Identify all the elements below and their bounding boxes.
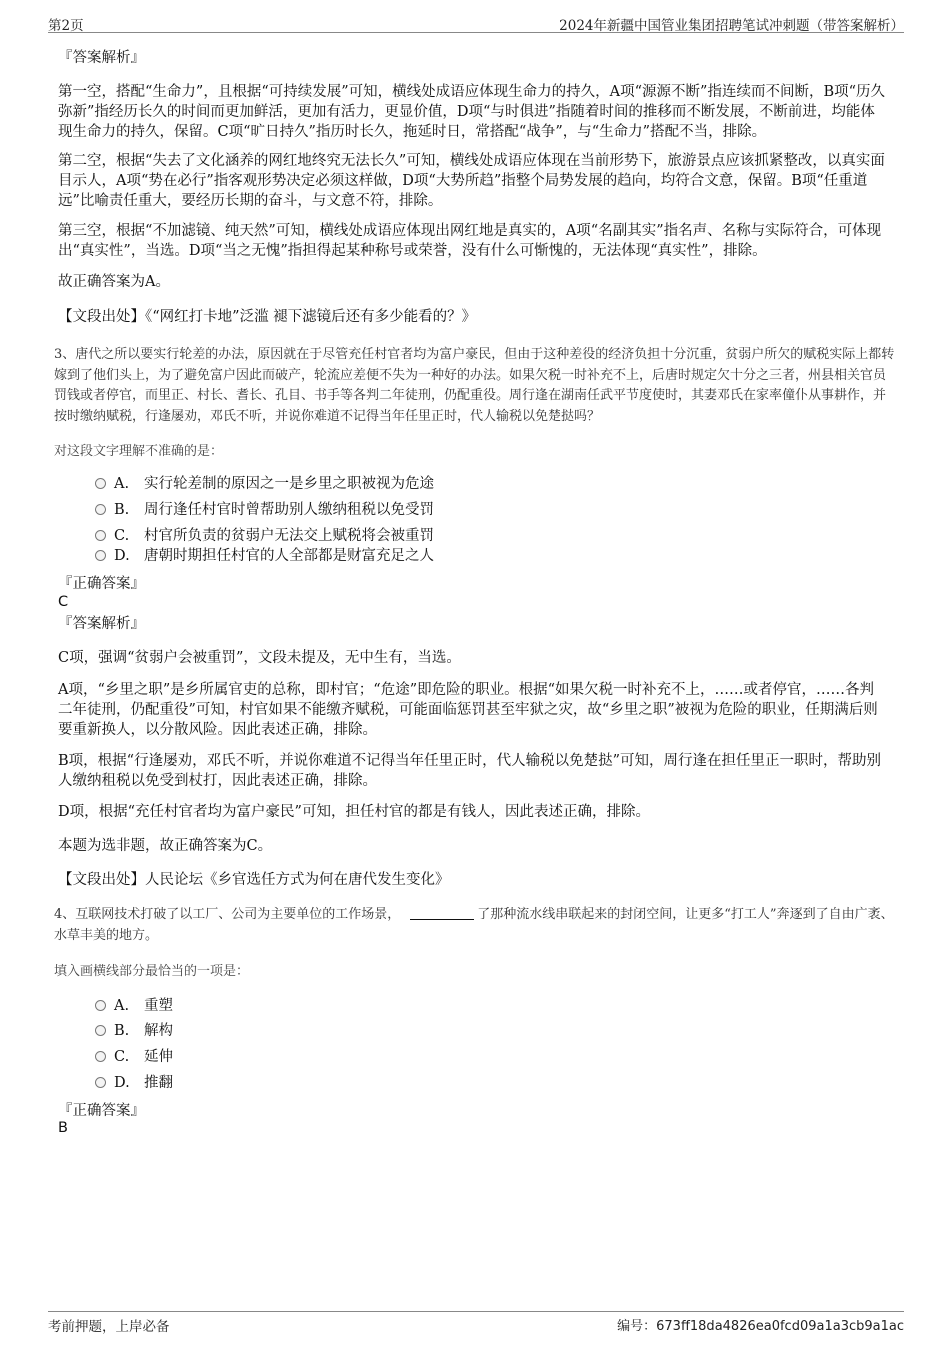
q3-answer-label: 『正确答案』	[58, 576, 145, 592]
q3-analysis-para-2: A项，“乡里之职”是乡所属官吏的总称，即村官；“危途”即危险的职业。根据“如果欠税一时补充不上，……或者停官，……各判二年徒刑，仍配重役”可知，村官如果不能缴齐赋税，可能面临惩罚甚至牢狱之灾，故“乡里之职”被视为危险的职业，任期满后则要重新换人，以分散风险。因此表述正确，排除。	[58, 682, 878, 738]
q3-answer: C	[58, 594, 69, 610]
q4-answer-label: 『正确答案』	[58, 1103, 145, 1119]
q4-option-d[interactable]: D. 推翻	[95, 1073, 173, 1093]
radio-button[interactable]	[95, 1051, 106, 1062]
q4-option-b[interactable]: B. 解构	[95, 1021, 173, 1041]
radio-button[interactable]	[95, 550, 106, 561]
q3-option-d[interactable]: D. 唐朝时期担任村官的人全部都是财富充足之人	[95, 546, 434, 566]
q4-option-a[interactable]: A. 重塑	[95, 996, 173, 1016]
q2-analysis-para-2: 第二空，根据“失去了文化涵养的网红地终究无法长久”可知，横线处成语应体现在当前形势下，旅游景点应该抓紧整改，以真实面目示人，A项“势在必行”指客观形势决定必须这样做，D项“大势所趋”指整个局势发展的趋向，均符合文意，保留。B项“任重道远”比喻责任重大，要经历长期的奋斗，与文意不符，排除。	[58, 153, 885, 209]
page-header	[48, 12, 904, 33]
q2-analysis-label: 『答案解析』	[58, 50, 145, 66]
q3-option-a[interactable]: A. 实行轮差制的原因之一是乡里之职被视为危途	[95, 474, 434, 494]
q2-analysis-para-1: 第一空，搭配“生命力”，且根据“可持续发展”可知，横线处成语应体现生命力的持久，A项“源源不断”指连续而不间断，B项“历久弥新”指经历长久的时间而更加鲜活，更加有活力，更显价值，D项“与时俱进”指随着时间的推移而不断发展，不断前进，均能体现生命力的持久，保留。C项“旷日持久”指历时长久，拖延时日，常搭配“战争”，与“生命力”搭配不当，排除。	[58, 84, 886, 140]
radio-button[interactable]	[95, 1025, 106, 1036]
q3-source: 【文段出处】人民论坛《乡官选任方式为何在唐代发生变化》	[58, 872, 450, 888]
q2-source: 【文段出处】《“网红打卡地”泛滥 褪下滤镜后还有多少能看的？》	[58, 309, 477, 325]
q3-analysis-para-3: B项，根据“行逢屡劝，邓氏不听，并说你难道不记得当年任里正时，代人输税以免楚挞”可知，周行逢在担任里正一职时，帮助别人缴纳租税以免受到杖打，因此表述正确，排除。	[58, 753, 881, 789]
fill-blank	[410, 919, 474, 920]
q3-option-b[interactable]: B. 周行逢任村官时曾帮助别人缴纳租税以免受罚	[95, 500, 434, 520]
document-title: 2024年新疆中国管业集团招聘笔试冲刺题（带答案解析）	[559, 18, 904, 34]
radio-button[interactable]	[95, 504, 106, 515]
document-code: 编号：673ff18da4826ea0fcd09a1a3cb9a1ac	[617, 1319, 904, 1334]
q3-conclusion: 本题为选非题，故正确答案为C。	[58, 838, 273, 854]
radio-button[interactable]	[95, 530, 106, 541]
page-number: 第2页	[48, 18, 84, 34]
q4-prompt: 填入画横线部分最恰当的一项是：	[54, 964, 250, 979]
q2-conclusion: 故正确答案为A。	[58, 274, 170, 290]
q3-option-c[interactable]: C. 村官所负责的贫弱户无法交上赋税将会被重罚	[95, 526, 434, 546]
q3-analysis-para-4: D项，根据“充任村官者均为富户豪民”可知，担任村官的都是有钱人，因此表述正确，排除。	[58, 804, 650, 820]
q3-analysis-label: 『答案解析』	[58, 616, 145, 632]
q3-analysis-para-1: C项，强调“贫弱户会被重罚”，文段未提及，无中生有，当选。	[58, 650, 461, 666]
q2-analysis-para-3: 第三空，根据“不加滤镜、纯天然”可知，横线处成语应体现出网红地是真实的，A项“名副其实”指名声、名称与实际符合，可体现出“真实性”，当选。D项“当之无愧”指担得起某种称号或荣誉，没有什么可惭愧的，无法体现“真实性”，排除。	[58, 223, 882, 259]
q4-answer: B	[58, 1120, 68, 1136]
radio-button[interactable]	[95, 1077, 106, 1088]
q3-prompt: 对这段文字理解不准确的是：	[54, 444, 224, 459]
footer-slogan: 考前押题，上岸必备	[48, 1319, 170, 1335]
q4-option-c[interactable]: C. 延伸	[95, 1047, 173, 1067]
radio-button[interactable]	[95, 478, 106, 489]
page-footer	[48, 1311, 904, 1336]
q3-stem: 3、唐代之所以要实行轮差的办法，原因就在于尽管充任村官者均为富户豪民，但由于这种差役的经济负担十分沉重，贫弱户所欠的赋税实际上都转嫁到了他们头上，为了避免富户因此而破产，轮流应差便不失为一种好的办法。如果欠税一时补充不上，后唐时规定欠十分之三者，州县相关官员罚钱或者停官，而里正、村长、耆长、孔目、书手等各判二年徒刑，仍配重役。周行逢在湖南任武平节度使时，其妻邓氏在家率僮仆从事耕作，并按时缴纳赋税，行逢屡劝，邓氏不听，并说你难道不记得当年任里正时，代人输税以免楚挞吗？	[54, 347, 895, 424]
q4-stem: 4、互联网技术打破了以工厂、公司为主要单位的工作场景， 了那种流水线串联起来的封闭空间，让更多“打工人”奔逐到了自由广袤、水草丰美的地方。	[54, 907, 894, 943]
radio-button[interactable]	[95, 1000, 106, 1011]
